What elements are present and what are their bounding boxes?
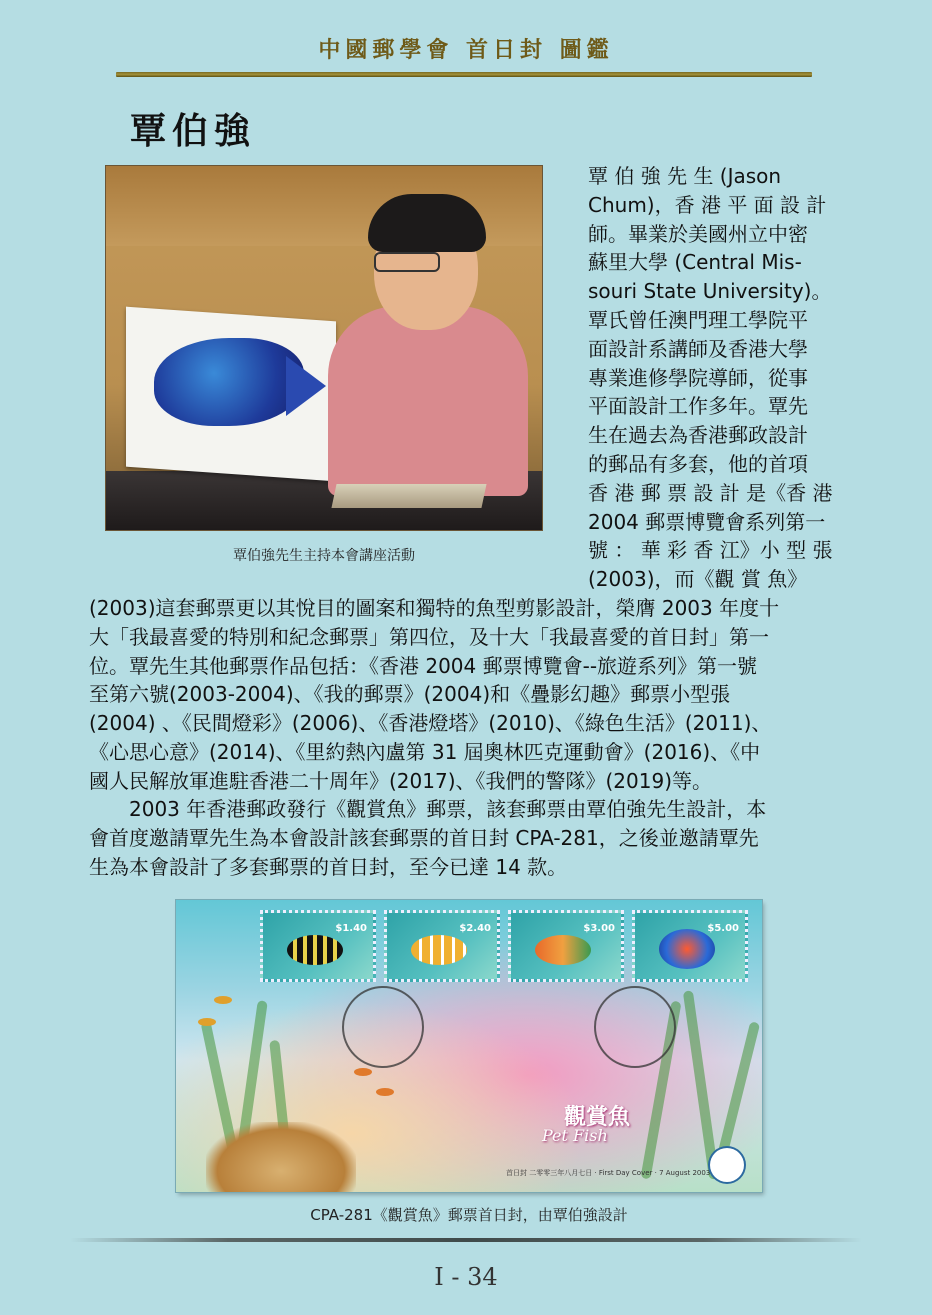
bio-line: Chum)，香 港 平 面 設 計 bbox=[588, 192, 827, 217]
first-day-cover-image bbox=[176, 900, 762, 1192]
portrait-photo bbox=[106, 166, 542, 530]
stamp-butterflyfish: $2.40 bbox=[384, 910, 500, 982]
stamp-angelfish: $1.40 bbox=[260, 910, 376, 982]
bio-line: (2003)這套郵票更以其悅目的圖案和獨特的魚型剪影設計，榮膺 2003 年度十 bbox=[89, 596, 780, 620]
photo-caption: 覃伯強先生主持本會講座活動 bbox=[233, 548, 415, 564]
bio-line: 大「我最喜愛的特別和紀念郵票」第四位，及十大「我最喜愛的首日封」第一 bbox=[89, 624, 769, 649]
bio-line: 香 港 郵 票 設 計 是《香 港 bbox=[588, 480, 833, 505]
bio-line: 蘇里大學 (Central Mis- bbox=[588, 250, 802, 275]
bio-line: 平面設計工作多年。覃先 bbox=[588, 394, 808, 419]
bio-line: 的郵品有多套，他的首項 bbox=[588, 451, 808, 476]
bio-line: 會首度邀請覃先生為本會設計該套郵票的首日封 CPA-281，之後並邀請覃先 bbox=[89, 825, 759, 850]
cover-intro-paragraph bbox=[89, 795, 845, 881]
postmark-left bbox=[342, 986, 424, 1068]
bio-line: 2003 年香港郵政發行《觀賞魚》郵票，該套郵票由覃伯強先生設計，本 bbox=[89, 797, 767, 821]
bio-line: 位。覃先生其他郵票作品包括：《香港 2004 郵票博覽會--旅遊系列》第一號 bbox=[89, 653, 758, 678]
bio-line: 至第六號(2003-2004)、《我的郵票》(2004)和《疊影幻趣》郵票小型張 bbox=[89, 682, 731, 707]
bio-line: 覃氏曾任澳門理工學院平 bbox=[588, 307, 808, 332]
header-divider bbox=[116, 72, 812, 77]
cover-title-chinese: 觀賞魚 bbox=[564, 1104, 631, 1130]
page-number: I - 34 bbox=[434, 1263, 498, 1291]
stamp-discus: $5.00 bbox=[632, 910, 748, 982]
bio-line: 面設計系講師及香港大學 bbox=[588, 336, 808, 361]
bio-line: 覃 伯 強 先 生 (Jason bbox=[588, 164, 782, 188]
cover-caption: CPA-281《觀賞魚》郵票首日封，由覃伯強設計 bbox=[310, 1206, 628, 1224]
society-logo-icon bbox=[710, 1148, 744, 1182]
bio-right-column bbox=[588, 162, 844, 594]
bio-line: 生為本會設計了多套郵票的首日封，至今已達 14 款。 bbox=[89, 854, 568, 879]
cover-title-english: Pet Fish bbox=[542, 1126, 608, 1145]
postmark-right bbox=[594, 986, 676, 1068]
bio-line: 師。畢業於美國州立中密 bbox=[588, 221, 808, 246]
bio-line: 號 ： 華 彩 香 江》小 型 張 bbox=[588, 538, 833, 563]
stamp-fish-orange: $3.00 bbox=[508, 910, 624, 982]
bio-line: 國人民解放軍進駐香港二十周年》(2017)、《我們的警隊》(2019)等。 bbox=[89, 768, 713, 793]
bio-full-width-paragraph bbox=[89, 594, 845, 796]
footer-divider bbox=[70, 1238, 862, 1242]
bio-line: 專業進修學院導師，從事 bbox=[588, 365, 808, 390]
cover-footer-text: 首日封 二零零三年八月七日 · First Day Cover · 7 August 2003 bbox=[506, 1169, 711, 1177]
bio-line: (2003)，而《觀 賞 魚》 bbox=[588, 567, 808, 592]
bio-line: (2004) 、《民間燈彩》(2006)、《香港燈塔》(2010)、《綠色生活》(2011)、 bbox=[89, 711, 772, 736]
page-header-title: 中國郵學會 首日封 圖鑑 bbox=[318, 37, 614, 63]
bio-line: 《心思心意》(2014)、《里約熱內盧第 31 屆奧林匹克運動會》(2016)、《中 bbox=[89, 739, 761, 764]
bio-line: souri State University)。 bbox=[588, 279, 832, 304]
bio-line: 2004 郵票博覽會系列第一 bbox=[588, 509, 826, 534]
bio-line: 生在過去為香港郵政設計 bbox=[588, 423, 808, 448]
person-name-heading: 覃伯強 bbox=[130, 110, 257, 152]
